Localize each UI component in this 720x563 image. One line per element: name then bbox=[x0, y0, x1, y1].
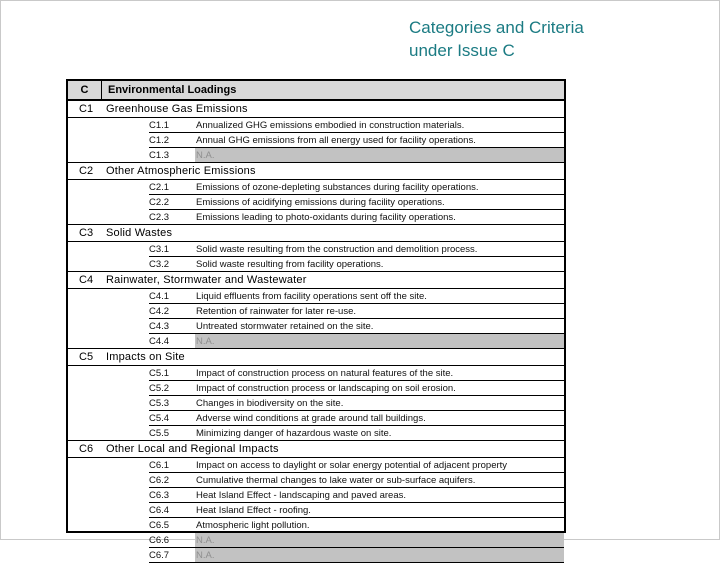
criterion-row bbox=[149, 488, 564, 503]
category-row bbox=[68, 271, 564, 289]
slide-title-line2: under Issue C bbox=[409, 40, 515, 60]
category-row bbox=[68, 224, 564, 242]
criterion-code: C1.2 bbox=[149, 134, 170, 146]
category-row bbox=[68, 101, 564, 118]
criterion-row bbox=[149, 210, 564, 225]
criterion-code: C5.5 bbox=[149, 427, 170, 439]
criterion-text-na: N.A. bbox=[195, 148, 564, 162]
category-label: Greenhouse Gas Emissions bbox=[106, 103, 248, 115]
criterion-text: Impact of construction process or landscaping on soil erosion. bbox=[196, 382, 456, 394]
criterion-row bbox=[149, 319, 564, 334]
criteria-table bbox=[66, 79, 566, 561]
criterion-text: Adverse wind conditions at grade around tall buildings. bbox=[196, 412, 426, 424]
table-body bbox=[68, 101, 564, 563]
category-label: Other Local and Regional Impacts bbox=[106, 443, 279, 455]
category-code: C6 bbox=[79, 443, 94, 455]
criterion-code: C5.1 bbox=[149, 367, 170, 379]
criterion-row bbox=[149, 118, 564, 133]
category-label: Rainwater, Stormwater and Wastewater bbox=[106, 274, 307, 286]
criterion-text: Solid waste resulting from facility operations. bbox=[196, 258, 384, 270]
category-code: C3 bbox=[79, 227, 94, 239]
criterion-text: Solid waste resulting from the construction and demolition process. bbox=[196, 243, 478, 255]
criterion-row bbox=[149, 411, 564, 426]
table-header-code: C bbox=[68, 81, 102, 99]
criterion-text: Annualized GHG emissions embodied in construction materials. bbox=[196, 119, 465, 131]
criterion-text: Impact of construction process on natural features of the site. bbox=[196, 367, 454, 379]
category-code: C4 bbox=[79, 274, 94, 286]
criterion-row bbox=[149, 242, 564, 257]
criterion-row bbox=[149, 503, 564, 518]
criterion-row bbox=[149, 381, 564, 396]
criterion-text: Impact on access to daylight or solar energy potential of adjacent property bbox=[196, 459, 508, 471]
criterion-code: C5.4 bbox=[149, 412, 170, 424]
criterion-code: C4.1 bbox=[149, 290, 170, 302]
criterion-text-na: N.A. bbox=[195, 533, 564, 547]
criterion-text: Emissions of acidifying emissions during facility operations. bbox=[196, 196, 445, 208]
criterion-row bbox=[149, 289, 564, 304]
criterion-text: Liquid effluents from facility operations sent off the site. bbox=[196, 290, 427, 302]
criterion-text: Heat Island Effect - landscaping and paved areas. bbox=[196, 489, 407, 501]
criterion-text: Cumulative thermal changes to lake water or sub-surface aquifers. bbox=[196, 474, 476, 486]
criterion-code: C2.1 bbox=[149, 181, 170, 193]
criterion-code: C5.3 bbox=[149, 397, 170, 409]
category-row bbox=[68, 162, 564, 180]
table-header-label: Environmental Loadings bbox=[108, 84, 237, 96]
category-label: Other Atmospheric Emissions bbox=[106, 165, 256, 177]
criterion-code: C6.4 bbox=[149, 504, 170, 516]
criterion-code: C5.2 bbox=[149, 382, 170, 394]
criterion-row bbox=[149, 533, 564, 548]
criterion-row bbox=[149, 473, 564, 488]
slide-title-line1: Categories and Criteria bbox=[409, 18, 584, 37]
table-header-row bbox=[68, 81, 564, 101]
criterion-code: C6.3 bbox=[149, 489, 170, 501]
criterion-row bbox=[149, 180, 564, 195]
criterion-code: C6.2 bbox=[149, 474, 170, 486]
criterion-row bbox=[149, 426, 564, 441]
category-row bbox=[68, 440, 564, 458]
criterion-text: Atmospheric light pollution. bbox=[196, 519, 310, 531]
criterion-row bbox=[149, 334, 564, 349]
criterion-row bbox=[149, 366, 564, 381]
criterion-code: C1.1 bbox=[149, 119, 170, 131]
criterion-text-na: N.A. bbox=[195, 334, 564, 348]
criterion-text: Changes in biodiversity on the site. bbox=[196, 397, 344, 409]
criterion-code: C3.1 bbox=[149, 243, 170, 255]
criterion-code: C1.3 bbox=[149, 149, 170, 161]
category-row bbox=[68, 348, 564, 366]
criterion-row bbox=[149, 304, 564, 319]
criterion-row bbox=[149, 458, 564, 473]
slide-title bbox=[409, 17, 584, 63]
criterion-text: Retention of rainwater for later re-use. bbox=[196, 305, 356, 317]
category-label: Solid Wastes bbox=[106, 227, 173, 239]
criterion-row bbox=[149, 148, 564, 163]
category-label: Impacts on Site bbox=[106, 351, 185, 363]
criterion-text-na: N.A. bbox=[195, 548, 564, 562]
criterion-text: Heat Island Effect - roofing. bbox=[196, 504, 311, 516]
criterion-code: C4.4 bbox=[149, 335, 170, 347]
criterion-row bbox=[149, 195, 564, 210]
criterion-code: C4.3 bbox=[149, 320, 170, 332]
criterion-code: C2.3 bbox=[149, 211, 170, 223]
criterion-code: C6.6 bbox=[149, 534, 170, 546]
criterion-text: Emissions of ozone-depleting substances during facility operations. bbox=[196, 181, 479, 193]
criterion-row bbox=[149, 133, 564, 148]
criterion-code: C6.1 bbox=[149, 459, 170, 471]
criterion-code: C6.7 bbox=[149, 549, 170, 561]
category-code: C1 bbox=[79, 103, 94, 115]
criterion-text: Untreated stormwater retained on the site. bbox=[196, 320, 374, 332]
criterion-code: C2.2 bbox=[149, 196, 170, 208]
criterion-text: Emissions leading to photo-oxidants during facility operations. bbox=[196, 211, 456, 223]
criterion-row bbox=[149, 396, 564, 411]
category-code: C5 bbox=[79, 351, 94, 363]
criterion-text: Minimizing danger of hazardous waste on site. bbox=[196, 427, 392, 439]
category-code: C2 bbox=[79, 165, 94, 177]
criterion-row bbox=[149, 548, 564, 563]
criterion-text: Annual GHG emissions from all energy used for facility operations. bbox=[196, 134, 476, 146]
criterion-row bbox=[149, 257, 564, 272]
criterion-row bbox=[149, 518, 564, 533]
criterion-code: C4.2 bbox=[149, 305, 170, 317]
criterion-code: C3.2 bbox=[149, 258, 170, 270]
criterion-code: C6.5 bbox=[149, 519, 170, 531]
